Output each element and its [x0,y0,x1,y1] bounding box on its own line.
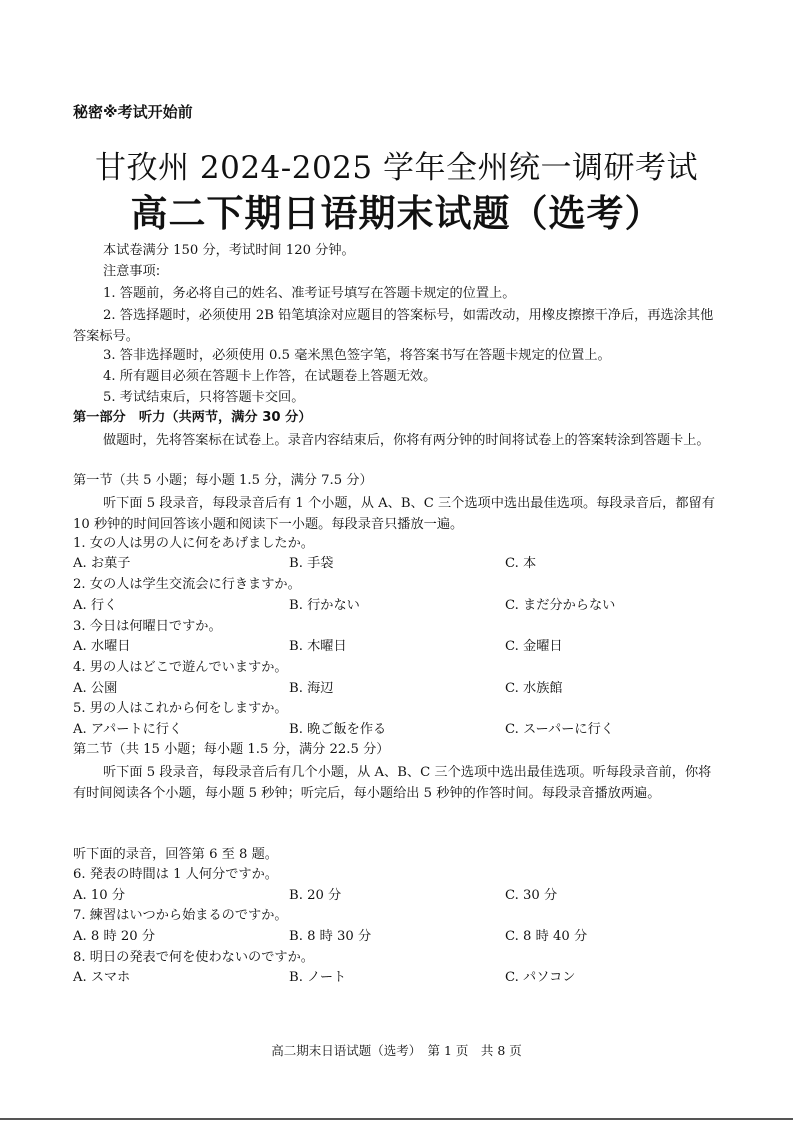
option-b: B. 20 分 [289,888,342,903]
question-text: 8. 明日の発表で何を使わないのですか。 [73,950,314,965]
option-c: C. 8 時 40 分 [505,929,588,944]
part1-instruction: 做题时，先将答案标在试卷上。录音内容结束后，你将有两分钟的时间将试卷上的答案转涂到答题卡上。 [103,433,710,448]
score-info: 本试卷满分 150 分，考试时间 120 分钟。 [103,243,355,258]
option-a: A. 10 分 [73,888,126,903]
option-c: C. まだ分からない [505,598,616,613]
notice-item: 5. 考试结束后，只将答题卡交回。 [103,390,305,405]
option-a: A. アパートに行く [73,722,183,737]
option-b: B. 晩ご飯を作る [289,722,387,737]
page-footer: 高二期末日语试题（选考） 第 1 页 共 8 页 [271,1043,522,1058]
option-a: A. 公園 [73,681,118,696]
option-a: A. 水曜日 [73,639,131,654]
question-text: 1. 女の人は男の人に何をあげましたか。 [73,536,314,551]
question-text: 6. 発表の時間は 1 人何分ですか。 [73,867,278,882]
option-b: B. 8 時 30 分 [289,929,372,944]
section2-heading: 第二节（共 15 小题；每小题 1.5 分，满分 22.5 分） [73,742,390,757]
option-c: C. 金曜日 [505,639,563,654]
option-c: C. 30 分 [505,888,558,903]
notice-item: 2. 答选择题时，必须使用 2B 铅笔填涂对应题目的答案标号，如需改动，用橡皮擦擦干净后，再选涂其他答案标号。 [73,308,714,344]
bottom-rule [0,1118,793,1120]
question-text: 3. 今日は何曜日ですか。 [73,619,222,634]
option-b: B. 海辺 [289,681,334,696]
notice-item: 4. 所有题目必须在答题卡上作答，在试题卷上答题无效。 [103,369,437,384]
confidential-label: 秘密※考试开始前 [73,103,193,121]
option-b: B. 木曜日 [289,639,347,654]
question-text: 7. 練習はいつから始まるのですか。 [73,908,288,923]
section2-instruction: 听下面 5 段录音，每段录音后有几个小题，从 A、B、C 三个选项中选出最佳选项。听每段录音前，你将有时间阅读各个小题，每小题 5 秒钟；听完后，每小题给出 5 秒钟的作答时间。每段录音播放两遍。 [73,765,712,801]
option-c: C. スーパーに行く [505,722,614,737]
option-b: B. 行かない [289,598,360,613]
option-b: B. ノート [289,970,347,985]
option-a: A. 行く [73,598,118,613]
question-text: 4. 男の人はどこで遊んでいますか。 [73,660,288,675]
section1-instruction: 听下面 5 段录音，每段录音后有 1 个小题，从 A、B、C 三个选项中选出最佳选项。每段录音后，都留有 10 秒钟的时间回答该小题和阅读下一小题。每段录音只播放一遍。 [73,496,715,532]
section1-heading: 第一节（共 5 小题；每小题 1.5 分，满分 7.5 分） [73,473,373,488]
question-text: 5. 男の人はこれから何をしますか。 [73,701,288,716]
option-b: B. 手袋 [289,556,334,571]
notice-item: 1. 答题前，务必将自己的姓名、准考证号填写在答题卡规定的位置上。 [103,286,516,301]
part1-heading: 第一部分 听力（共两节，满分 30 分） [73,410,312,425]
notice-item: 3. 答非选择题时，必须使用 0.5 毫米黑色签字笔，将答案书写在答题卡规定的位置上。 [103,348,611,363]
option-c: C. 本 [505,556,537,571]
exam-title: 甘孜州 2024-2025 学年全州统一调研考试 [95,150,698,186]
option-c: C. 水族館 [505,681,563,696]
option-a: A. お菓子 [73,556,131,571]
group-intro: 听下面的录音，回答第 6 至 8 题。 [73,847,278,862]
option-c: C. パソコン [505,970,576,985]
option-a: A. 8 時 20 分 [73,929,156,944]
notice-title: 注意事项: [103,264,161,279]
question-text: 2. 女の人は学生交流会に行きますか。 [73,577,301,592]
option-a: A. スマホ [73,970,131,985]
exam-subtitle: 高二下期日语期末试题（选考） [130,192,663,235]
